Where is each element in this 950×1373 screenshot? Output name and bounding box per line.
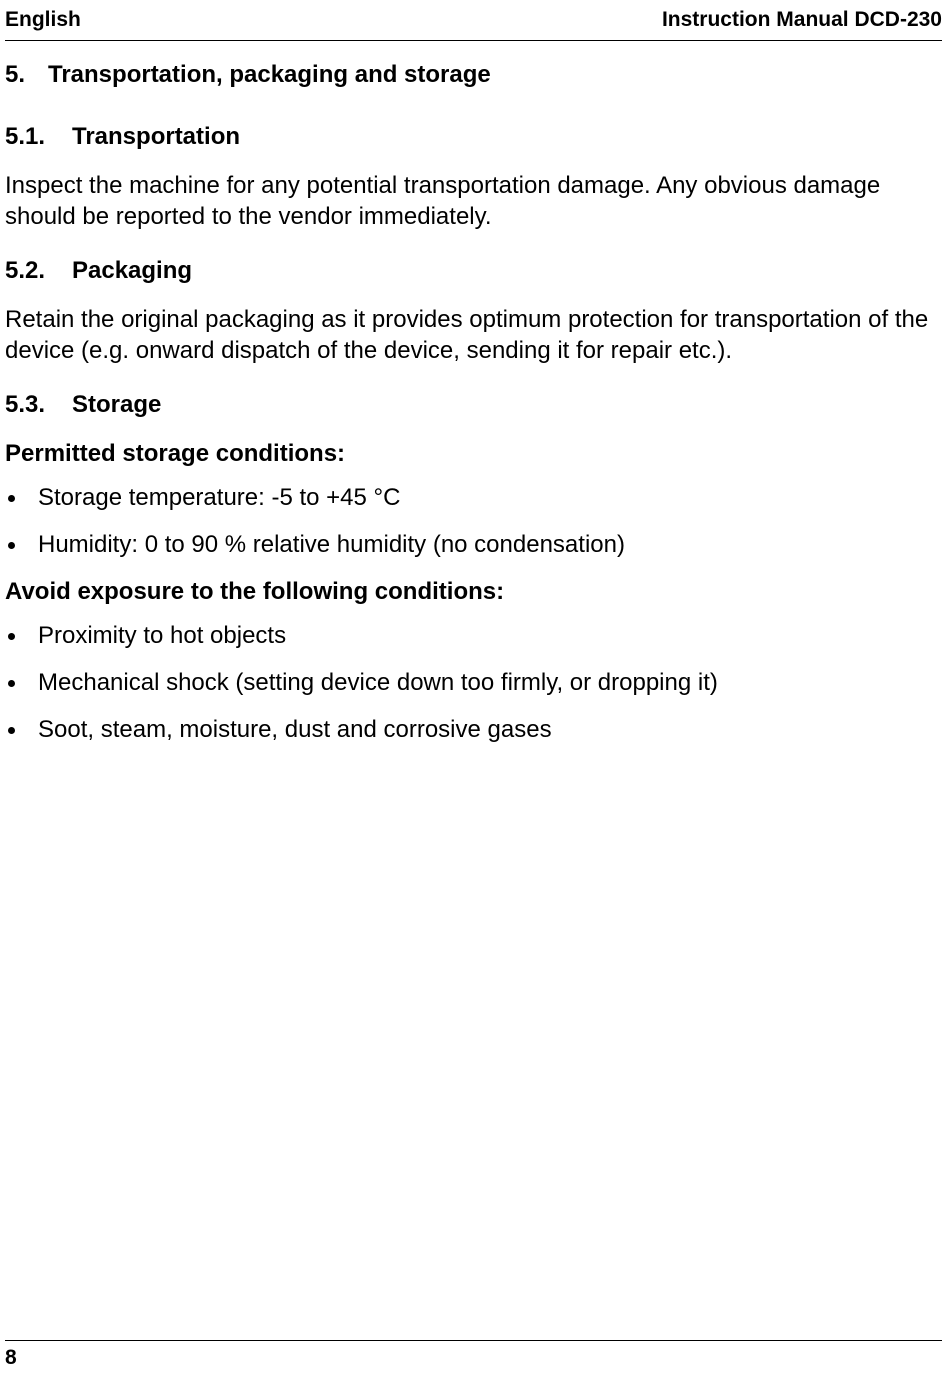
list-item xyxy=(5,667,940,698)
subsection-title: Packaging xyxy=(72,257,193,284)
subsection-number: 5.3. xyxy=(5,391,46,418)
bullet-icon xyxy=(5,714,38,745)
subsection-number: 5.2. xyxy=(5,257,46,284)
permitted-conditions-heading: Permitted storage conditions: xyxy=(5,440,346,467)
page-number: 8 xyxy=(5,1346,17,1369)
header-language: English xyxy=(5,8,81,31)
subsection-heading-packaging xyxy=(5,254,940,288)
list-item-text: Mechanical shock (setting device down too firmly, or dropping it) xyxy=(38,669,718,696)
avoid-conditions-list xyxy=(5,620,940,745)
list-item-text: Soot, steam, moisture, dust and corrosive gases xyxy=(38,716,552,743)
section-number: 5. xyxy=(5,61,26,88)
list-item xyxy=(5,714,940,745)
list-item xyxy=(5,529,940,560)
subsection-number: 5.1. xyxy=(5,123,46,150)
page-header xyxy=(5,6,942,41)
section-title: Transportation, packaging and storage xyxy=(48,61,491,88)
list-item xyxy=(5,620,940,651)
avoid-conditions-heading: Avoid exposure to the following conditions: xyxy=(5,578,505,605)
list-item-text: Storage temperature: -5 to +45 °C xyxy=(38,484,401,511)
bullet-icon xyxy=(5,529,38,560)
page-footer xyxy=(5,1340,942,1373)
subsection-heading-storage xyxy=(5,388,940,422)
list-item xyxy=(5,482,940,513)
subsection-title: Transportation xyxy=(72,123,241,150)
packaging-paragraph: Retain the original packaging as it provides optimum protection for transportation of the device (e.g. onward dispatch of the device, sending it for repair etc.). xyxy=(5,306,929,364)
page-content xyxy=(5,58,940,761)
bullet-icon xyxy=(5,620,38,651)
subsection-title: Storage xyxy=(72,391,162,418)
list-item-text: Humidity: 0 to 90 % relative humidity (no condensation) xyxy=(38,531,625,558)
bullet-icon xyxy=(5,482,38,513)
bullet-icon xyxy=(5,667,38,698)
section-heading xyxy=(5,58,940,92)
list-item-text: Proximity to hot objects xyxy=(38,622,287,649)
subsection-heading-transportation xyxy=(5,120,940,154)
header-manual-title: Instruction Manual DCD-230 xyxy=(661,8,942,31)
permitted-conditions-list xyxy=(5,482,940,560)
transportation-paragraph: Inspect the machine for any potential transportation damage. Any obvious damage should be reported to the vendor immediately. xyxy=(5,172,881,230)
